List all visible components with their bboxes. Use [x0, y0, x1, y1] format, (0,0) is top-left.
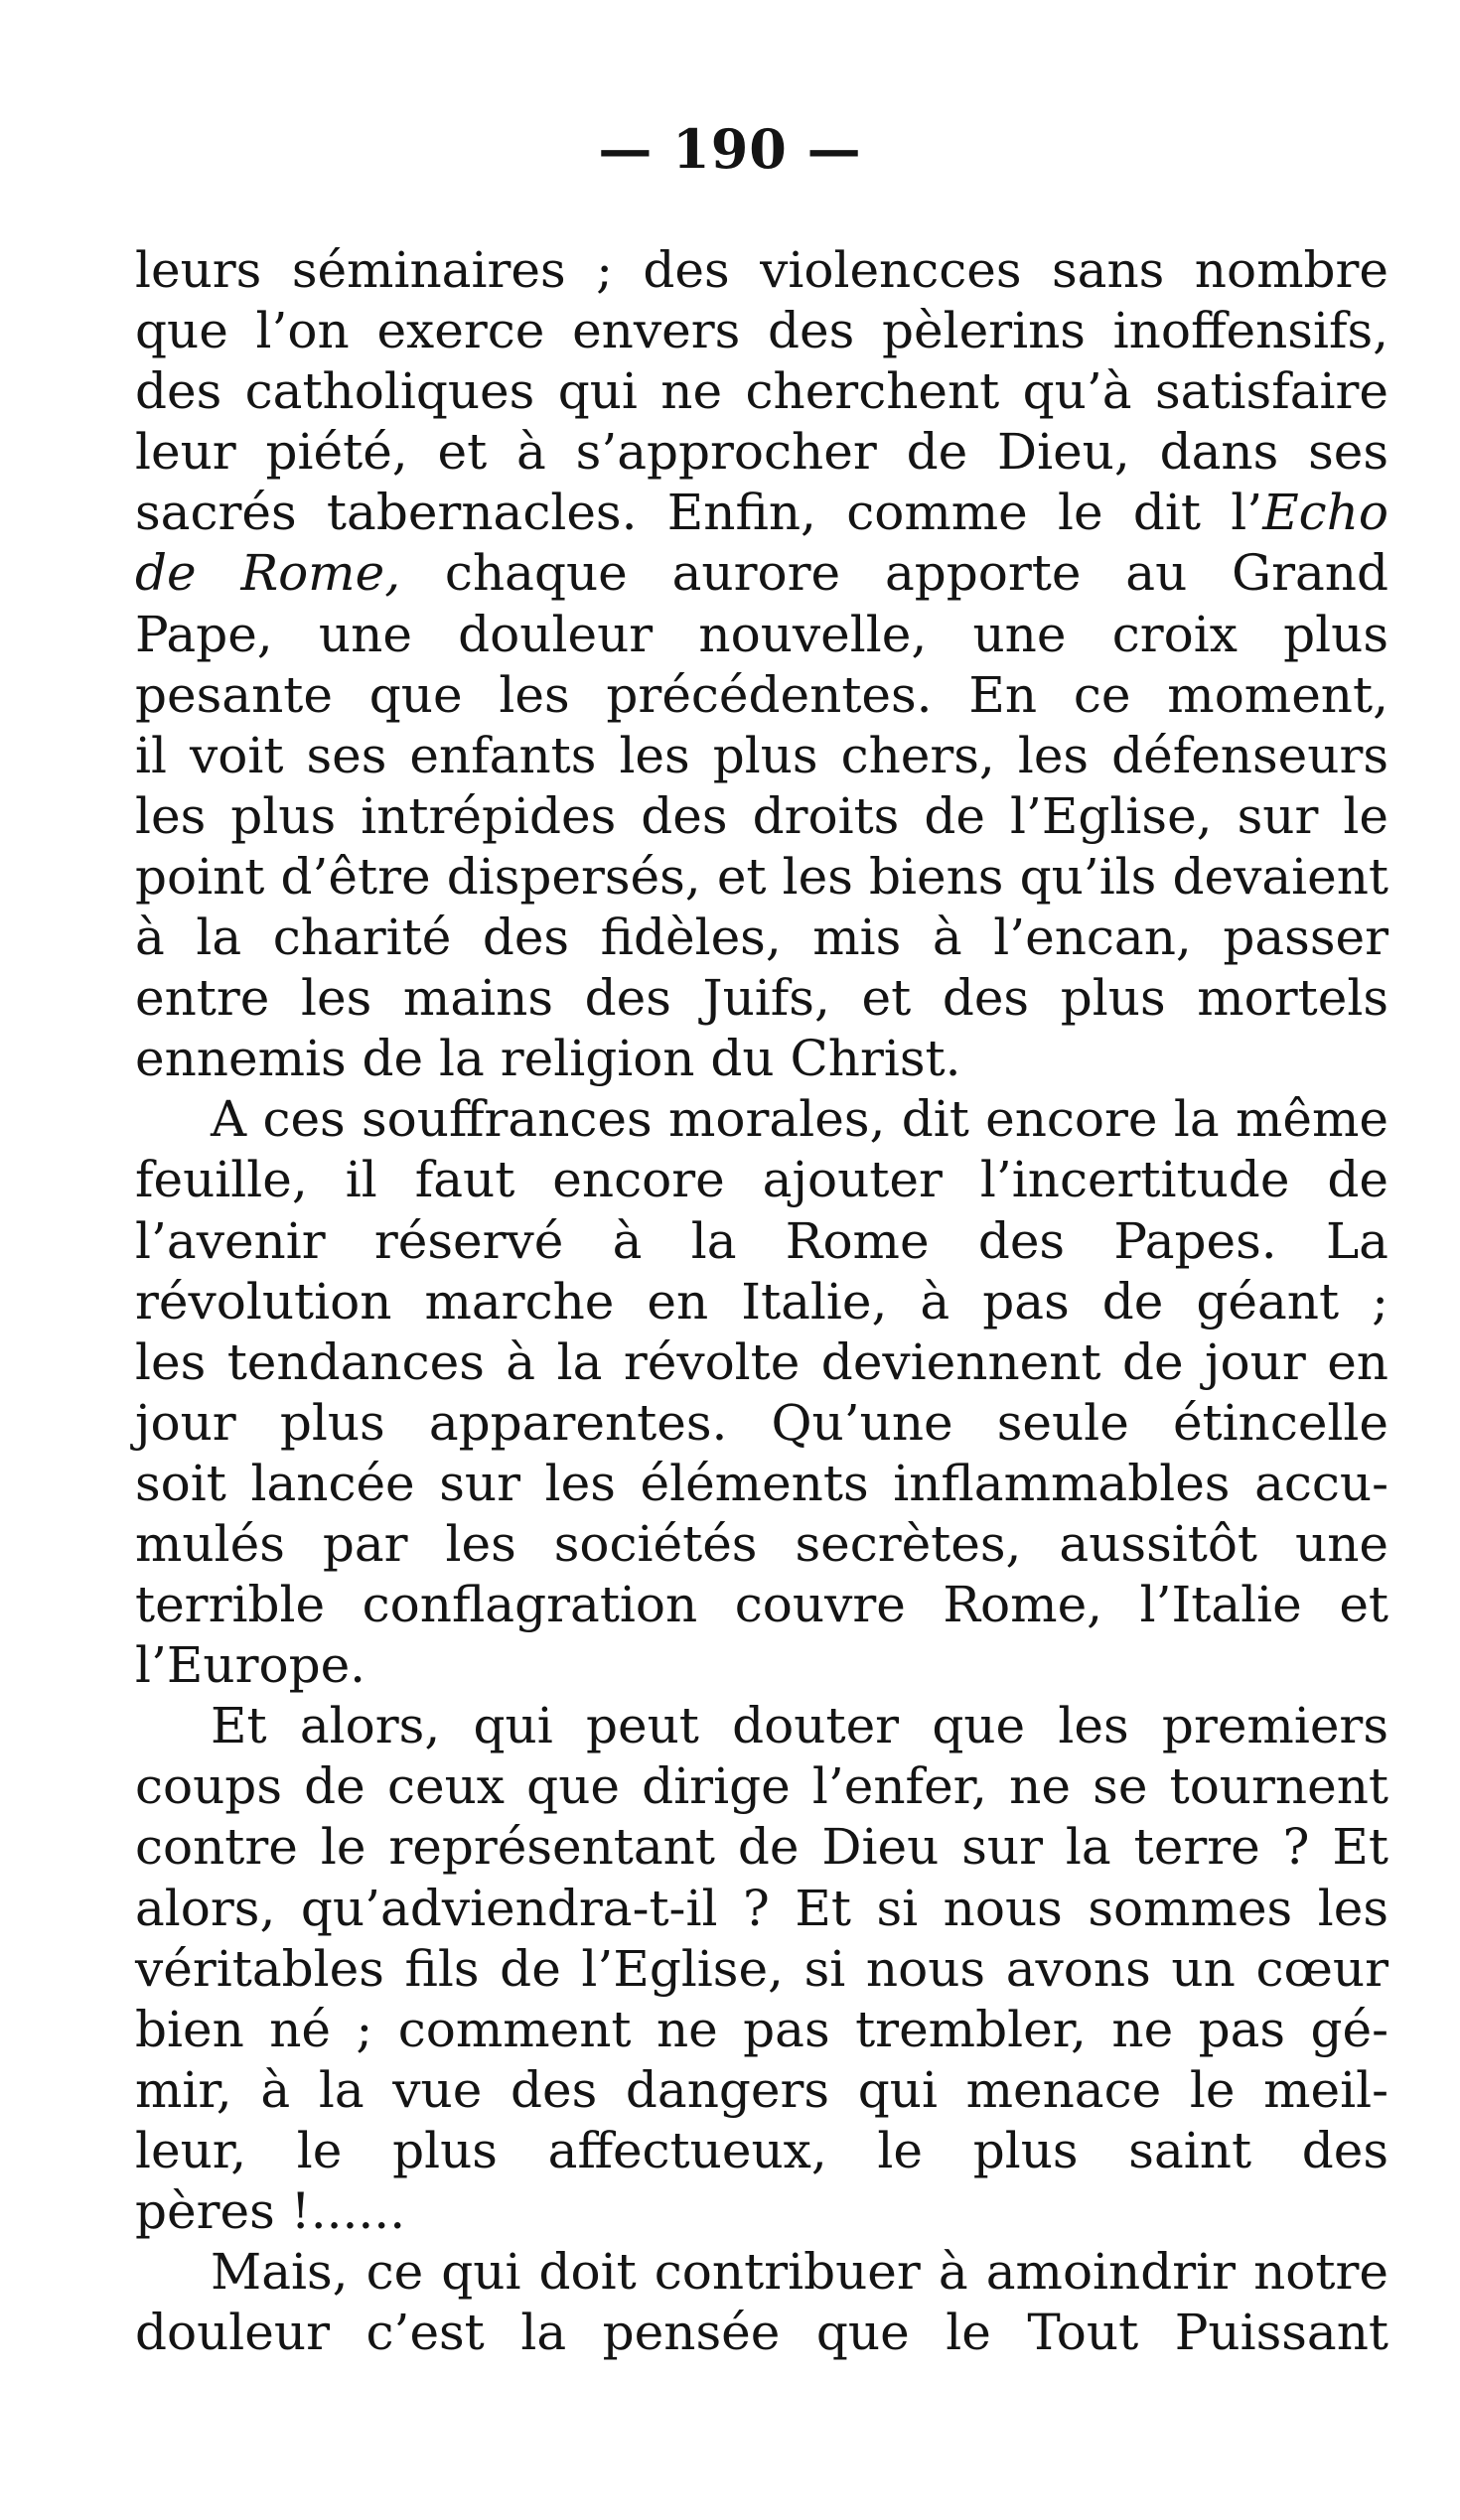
line-text: sacrés tabernacles. Enfin, comme le dit l’	[135, 484, 1263, 542]
line-text: révolution marche en Italie, à pas de géant ;	[135, 1272, 1388, 1330]
line-text: pesante que les précédentes. En ce moment,	[135, 665, 1388, 724]
line-text: douleur c’est la pensée que le Tout Puissant	[135, 2304, 1388, 2362]
text-line	[135, 1089, 1388, 1150]
text-line	[135, 1939, 1388, 2000]
line-text: les tendances à la révolte deviennent de jour en	[135, 1332, 1388, 1391]
line-text: soit lancée sur les éléments inflammables accu-	[135, 1454, 1388, 1512]
text-line	[135, 240, 1388, 301]
line-text: les plus intrépides des droits de l’Eglise, sur le	[135, 786, 1388, 845]
text-line	[135, 1817, 1388, 1878]
text-line	[135, 1879, 1388, 1939]
line-text: Pape, une douleur nouvelle, une croix plus	[135, 605, 1388, 663]
text-line	[135, 422, 1388, 483]
line-text: contre le représentant de Dieu sur la terre ? Et	[135, 1818, 1388, 1877]
line-text: des catholiques qui ne cherchent qu’à satisfaire	[135, 362, 1388, 421]
line-text: leur, le plus affectueux, le plus saint des	[135, 2121, 1388, 2179]
line-text: ennemis de la religion du Christ.	[135, 1030, 961, 1088]
line-text: coups de ceux que dirige l’enfer, ne se tournent	[135, 1757, 1388, 1816]
line-text: mulés par les sociétés secrètes, aussitôt une	[135, 1514, 1388, 1573]
text-line	[135, 1696, 1388, 1756]
line-text: terrible conflagration couvre Rome, l’Italie et	[135, 1576, 1388, 1634]
text-line	[135, 1150, 1388, 1210]
text-line	[135, 1635, 1388, 1696]
text-line	[135, 2060, 1388, 2121]
line-text: l’avenir réservé à la Rome des Papes. La	[135, 1211, 1388, 1270]
text-line	[135, 665, 1388, 726]
text-line	[135, 2121, 1388, 2181]
text-line	[135, 2303, 1388, 2363]
line-text: entre les mains des Juifs, et des plus mortels	[135, 969, 1388, 1028]
line-text: il voit ses enfants les plus chers, les défenseurs	[135, 726, 1388, 784]
line-text: feuille, il faut encore ajouter l’incertitude de	[135, 1151, 1388, 1209]
text-line	[135, 847, 1388, 908]
text-line	[135, 1211, 1388, 1272]
text-line	[135, 2242, 1388, 2303]
text-line	[135, 1393, 1388, 1454]
text-line	[135, 1514, 1388, 1575]
text-line	[135, 908, 1388, 968]
line-text: l’Europe.	[135, 1636, 366, 1695]
line-text: Mais, ce qui doit contribuer à amoindrir notre	[211, 2243, 1388, 2302]
line-text: A ces souffrances morales, dit encore la même	[211, 1090, 1388, 1149]
text-line	[135, 1332, 1388, 1393]
text-line	[135, 543, 1388, 604]
line-text: jour plus apparentes. Qu’une seule étincelle	[135, 1393, 1388, 1452]
italic-text: Echo	[1262, 484, 1388, 542]
text-line	[135, 361, 1388, 422]
line-text: leurs séminaires ; des violencces sans nombre	[135, 241, 1388, 299]
text-line	[135, 605, 1388, 665]
line-text: véritables fils de l’Eglise, si nous avons un cœur	[135, 1939, 1388, 1998]
text-line	[135, 968, 1388, 1029]
text-line	[135, 1029, 1388, 1089]
line-text: chaque aurore apporte au Grand	[400, 544, 1389, 603]
text-line	[135, 301, 1388, 361]
text-line	[135, 1756, 1388, 1817]
body-text	[135, 240, 1388, 2363]
text-line	[135, 1454, 1388, 1514]
line-text: Et alors, qui peut douter que les premiers	[211, 1697, 1388, 1755]
italic-text: de Rome,	[135, 544, 401, 603]
line-text: point d’être dispersés, et les biens qu’ils devaient	[135, 847, 1388, 906]
line-text: leur piété, et à s’approcher de Dieu, dans ses	[135, 423, 1388, 482]
text-line	[135, 2181, 1388, 2242]
line-text: bien né ; comment ne pas trembler, ne pas gé-	[135, 2000, 1388, 2058]
page-number: — 190 —	[598, 117, 862, 181]
line-text: pères !......	[135, 2182, 406, 2240]
text-line	[135, 483, 1388, 543]
text-line	[135, 786, 1388, 847]
line-text: alors, qu’adviendra-t-il ? Et si nous sommes les	[135, 1879, 1388, 1937]
text-line	[135, 1575, 1388, 1635]
line-text: que l’on exerce envers des pèlerins inoffensifs,	[135, 302, 1388, 360]
line-text: à la charité des fidèles, mis à l’encan, passer	[135, 909, 1388, 967]
text-line	[135, 2000, 1388, 2060]
text-line	[135, 1272, 1388, 1332]
text-line	[135, 726, 1388, 786]
line-text: mir, à la vue des dangers qui menace le meil-	[135, 2060, 1388, 2119]
